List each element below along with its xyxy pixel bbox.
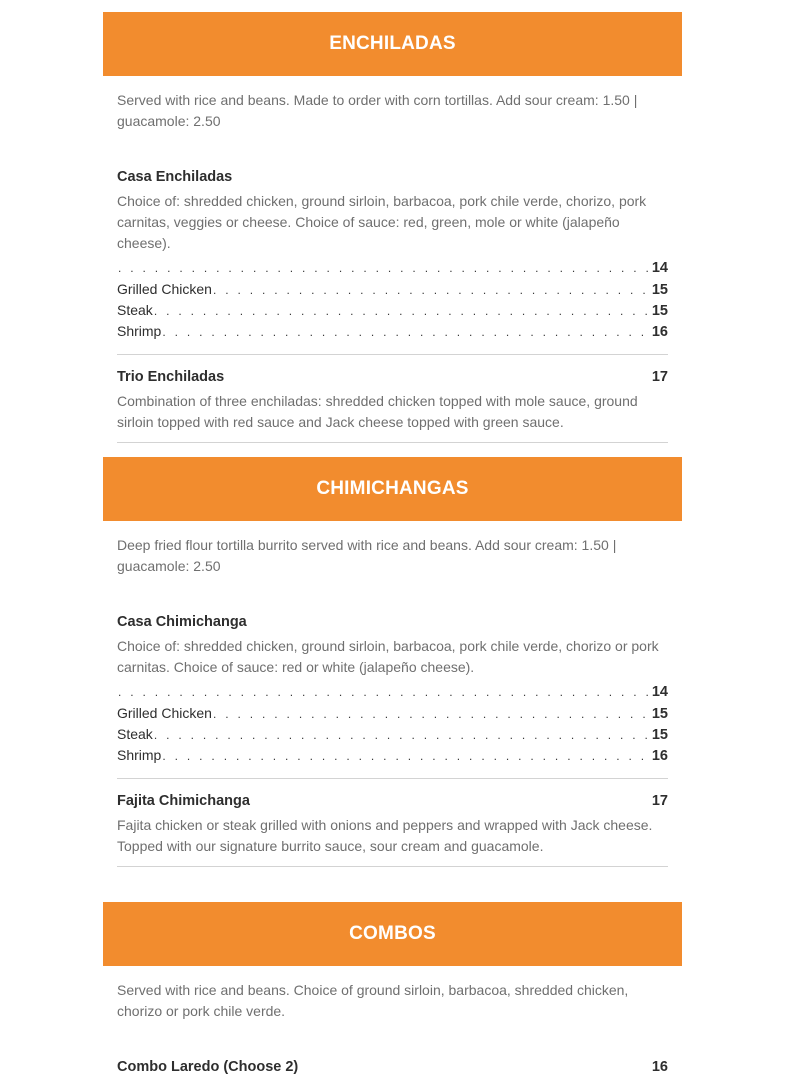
option-name: Shrimp — [117, 323, 162, 339]
option-price: 15 — [651, 303, 668, 319]
dot-leader — [162, 749, 650, 763]
menu-item-casa-chimichanga — [117, 614, 668, 768]
section-banner — [103, 902, 682, 966]
option-name: Steak — [117, 302, 153, 318]
menu-item-casa-enchiladas — [117, 169, 668, 344]
section-banner — [103, 457, 682, 521]
section-description: Deep fried flour tortilla burrito served with rice and beans. Add sour cream: 1.50 | guacamole: 2.50 — [117, 537, 617, 574]
section-title: ENCHILADAS — [329, 33, 456, 54]
section-title: CHIMICHANGAS — [316, 478, 469, 499]
price-option — [117, 323, 668, 344]
price-option — [117, 281, 668, 302]
price-option — [117, 302, 668, 323]
option-name: Grilled Chicken — [117, 705, 212, 721]
section-description: Served with rice and beans. Choice of ground sirloin, barbacoa, shredded chicken, chorizo or pork chile verde. — [117, 982, 629, 1019]
dot-leader — [162, 325, 650, 339]
option-price: 15 — [651, 727, 668, 743]
item-description: Choice of: shredded chicken, ground sirloin, barbacoa, pork chile verde, chorizo, pork carnitas, veggies or cheese. Choice of sauce: red, green, mole or white (jalapeño cheese). — [117, 193, 647, 251]
dot-leader — [154, 304, 650, 318]
item-divider — [117, 866, 668, 867]
option-price: 16 — [651, 324, 668, 340]
dot-leader — [118, 261, 650, 275]
item-description: Choice of: shredded chicken, ground sirloin, barbacoa, pork chile verde, chorizo or pork carnitas. Choice of sauce: red or white (jalapeño cheese). — [117, 638, 659, 675]
price-option — [117, 260, 668, 281]
price-option — [117, 726, 668, 747]
option-name: Steak — [117, 726, 153, 742]
price-option — [117, 705, 668, 726]
item-price: 17 — [651, 369, 668, 385]
item-description: Combination of three enchiladas: shredded chicken topped with mole sauce, ground sirloin topped with red sauce and Jack cheese topped with green sauce. — [117, 393, 638, 430]
item-name: Fajita Chimichanga — [117, 793, 250, 809]
option-price: 16 — [651, 748, 668, 764]
menu-section-chimichangas — [103, 457, 682, 867]
price-options — [117, 684, 668, 768]
price-option — [117, 684, 668, 705]
item-price: 16 — [651, 1059, 668, 1075]
option-price: 14 — [651, 684, 668, 700]
section-banner — [103, 12, 682, 76]
item-description: Fajita chicken or steak grilled with onions and peppers and wrapped with Jack cheese. Topped with our signature burrito sauce, sour cream and guacamole. — [117, 817, 653, 854]
option-price: 14 — [651, 260, 668, 276]
menu-section-combos — [103, 902, 682, 1075]
item-divider — [117, 354, 668, 355]
item-divider — [117, 442, 668, 443]
price-option — [117, 747, 668, 768]
menu-item-combo-laredo — [117, 1059, 668, 1075]
dot-leader — [154, 728, 650, 742]
menu-item-trio-enchiladas — [117, 369, 668, 433]
dot-leader — [118, 685, 650, 699]
item-divider — [117, 778, 668, 779]
item-name: Combo Laredo (Choose 2) — [117, 1059, 299, 1075]
price-options — [117, 260, 668, 344]
item-name: Casa Chimichanga — [117, 614, 247, 630]
dot-leader — [213, 707, 650, 721]
menu-section-enchiladas — [103, 12, 682, 443]
item-price: 17 — [651, 793, 668, 809]
option-price: 15 — [651, 706, 668, 722]
item-name: Casa Enchiladas — [117, 169, 233, 185]
option-name: Shrimp — [117, 747, 162, 763]
menu-item-fajita-chimichanga — [117, 793, 668, 857]
option-name: Grilled Chicken — [117, 281, 212, 297]
section-title: COMBOS — [349, 923, 436, 944]
section-description: Served with rice and beans. Made to order with corn tortillas. Add sour cream: 1.50 | guacamole: 2.50 — [117, 92, 638, 129]
option-price: 15 — [651, 282, 668, 298]
item-name: Trio Enchiladas — [117, 369, 225, 385]
dot-leader — [213, 283, 650, 297]
